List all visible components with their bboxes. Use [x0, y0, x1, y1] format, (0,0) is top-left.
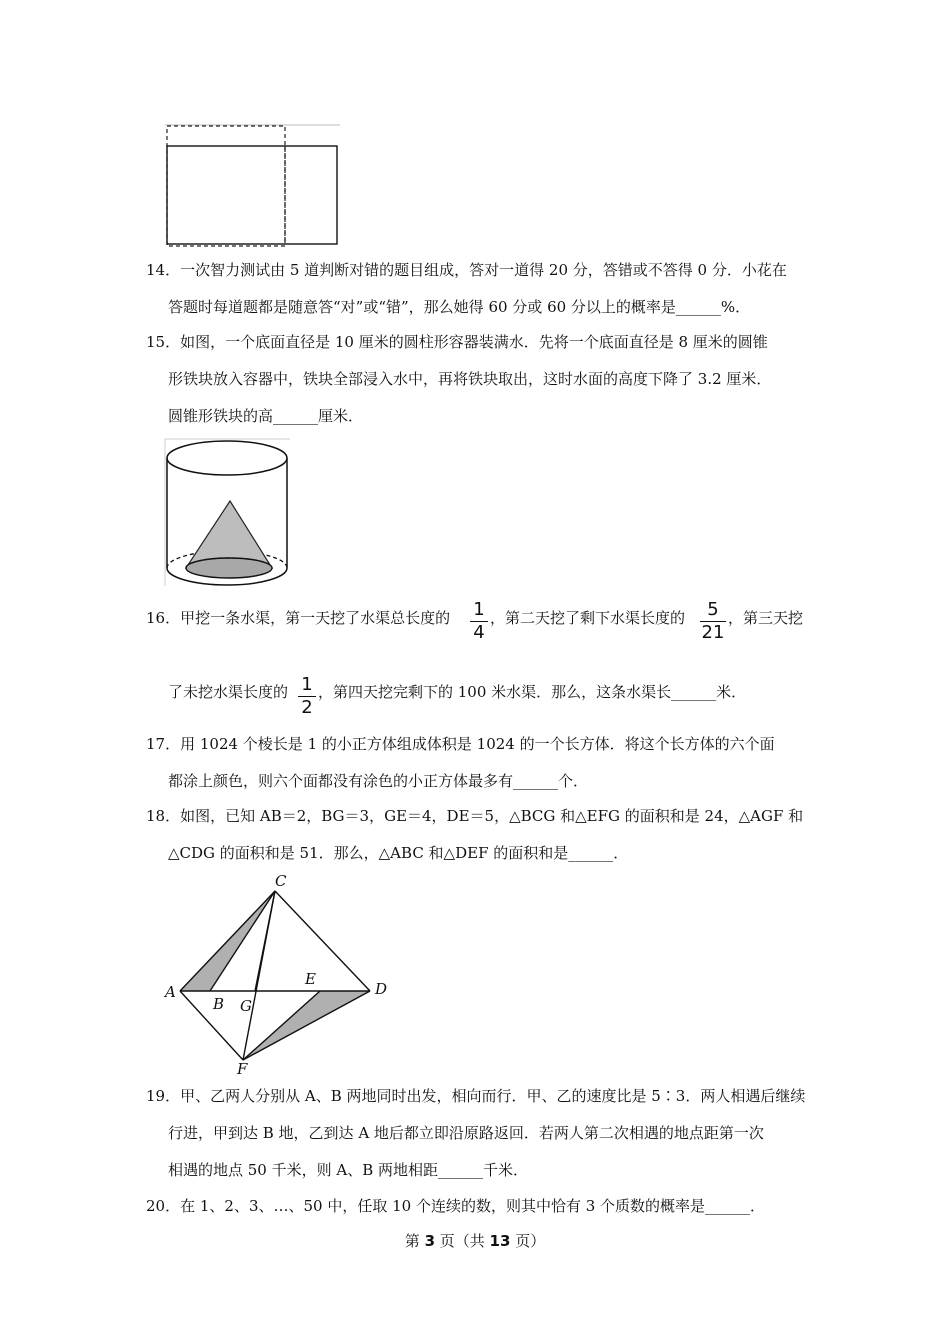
label-B: B [213, 995, 225, 1013]
label-A: A [165, 983, 176, 1001]
footer-post: 页） [510, 1232, 546, 1250]
q16-part3: ，第三天挖 [728, 609, 804, 627]
footer-total-pages: 13 [489, 1232, 511, 1250]
q15-line3: 圆锥形铁块的高______厘米． [168, 407, 364, 425]
q16-part2: ，第二天挖了剩下水渠长度的 [490, 609, 686, 627]
q16-frac1-numerator: 1 [473, 599, 485, 620]
q16-fraction-1-4 [470, 600, 488, 643]
q16-part1: 16．甲挖一条水渠，第一天挖了水渠总长度的 [146, 609, 451, 627]
q19-line3: 相遇的地点 50 千米，则 A、B 两地相距______千米． [168, 1161, 529, 1179]
q16-frac3-denominator: 2 [301, 697, 313, 718]
label-E: E [305, 970, 316, 988]
rectangle-figure [160, 120, 345, 250]
q16-fraction-1-2 [298, 675, 316, 718]
cylinder-cone-figure [160, 436, 295, 591]
footer-page-number: 3 [424, 1232, 435, 1250]
label-F: F [237, 1060, 248, 1078]
q16-fraction-5-21 [700, 600, 726, 643]
q17-line2: 都涂上颜色，则六个面都没有涂色的小正方体最多有______个． [168, 772, 589, 790]
q14-line2: 答题时每道题都是随意答“对”或“错”，那么她得 60 分或 60 分以上的概率是______%． [168, 298, 751, 316]
label-G: G [240, 997, 252, 1015]
q16-frac2-denominator: 21 [701, 622, 725, 643]
q18-line1: 18．如图，已知 AB＝2，BG＝3，GE＝4，DE＝5，△BCG 和△EFG 的面积和是 24，△AGF 和 [146, 807, 804, 825]
geometry-figure [160, 868, 400, 1078]
label-D: D [375, 980, 388, 998]
q16-frac2-numerator: 5 [707, 599, 719, 620]
q18-line2: △CDG 的面积和是 51．那么，△ABC 和△DEF 的面积和是______． [168, 844, 629, 862]
footer-pre: 第 [404, 1232, 425, 1250]
page-footer [0, 1230, 950, 1251]
q14-line1: 14．一次智力测试由 5 道判断对错的题目组成，答对一道得 20 分，答错或不答得 0 分．小花在 [146, 261, 787, 279]
q16-part5: ，第四天挖完剩下的 100 米水渠．那么，这条水渠长______米． [318, 683, 747, 701]
q15-line2: 形铁块放入容器中，铁块全部浸入水中，再将铁块取出，这时水面的高度下降了 3.2 厘米． [168, 370, 772, 388]
q16-frac3-numerator: 1 [301, 674, 313, 695]
q16-frac1-denominator: 4 [473, 622, 485, 643]
q17-line1: 17．用 1024 个棱长是 1 的小正方体组成体积是 1024 的一个长方体．将这个长方体的六个面 [146, 735, 775, 753]
q20-line1: 20．在 1、2、3、…、50 中，任取 10 个连续的数，则其中恰有 3 个质数的概率是______． [146, 1197, 766, 1215]
q19-line1: 19．甲、乙两人分别从 A、B 两地同时出发，相向而行．甲、乙的速度比是 5∶3．两人相遇后继续 [146, 1087, 806, 1105]
q19-line2: 行进，甲到达 B 地，乙到达 A 地后都立即沿原路返回．若两人第二次相遇的地点距第一次 [168, 1124, 764, 1142]
q15-line1: 15．如图，一个底面直径是 10 厘米的圆柱形容器装满水．先将一个底面直径是 8 厘米的圆锥 [146, 333, 768, 351]
q16-part4: 了未挖水渠长度的 [168, 683, 289, 701]
footer-mid: 页（共 [435, 1232, 490, 1250]
label-C: C [275, 872, 287, 890]
